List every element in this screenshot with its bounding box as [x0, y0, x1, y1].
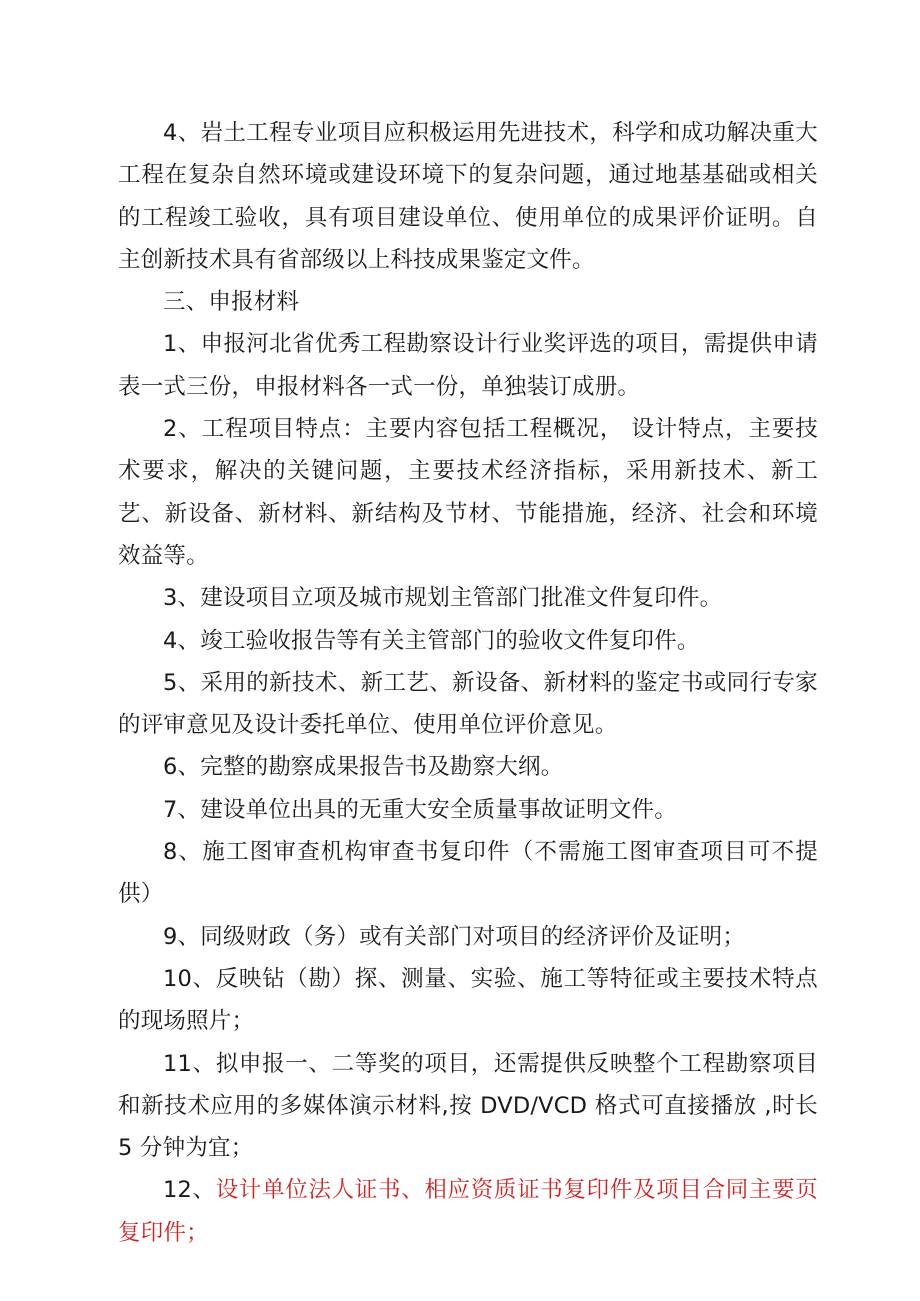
list-item-9: 9、同级财政（务）或有关部门对项目的经济评价及证明；: [163, 923, 746, 950]
list-item-12: [118, 1169, 818, 1254]
document-body: [118, 112, 818, 1254]
list-item-8: 8、施工图审查机构审查书复印件（不需施工图审查项目可不提供）: [118, 839, 818, 908]
section-heading-application-materials: 三、申报材料: [163, 289, 300, 316]
list-item-12-number: 12、: [163, 1177, 216, 1204]
list-item-4: 4、竣工验收报告等有关主管部门的验收文件复印件。: [163, 627, 700, 654]
list-item-11: 11、拟申报一、二等奖的项目，还需提供反映整个工程勘察项目和新技术应用的多媒体演示材料,按 DVD/VCD 格式可直接播放 ,时长 5 分钟为宜；: [118, 1050, 818, 1162]
list-item-10: 10、反映钻（勘）探、测量、实验、施工等特征或主要技术特点的现场照片；: [118, 965, 818, 1035]
paragraph-geotechnical-requirement: 4、岩土工程专业项目应积极运用先进技术，科学和成功解决重大工程在复杂自然环境或建设环境下的复杂问题，通过地基基础或相关的工程竣工验收，具有项目建设单位、使用单位的成果评价证明。自主创新技术具有省部级以上科技成果鉴定文件。: [118, 120, 818, 273]
list-item-2: 2、工程项目特点：主要内容包括工程概况， 设计特点，主要技术要求，解决的关键问题，主要技术经济指标，采用新技术、新工艺、新设备、新材料、新结构及节材、节能措施，经济、社会和环境效益等。: [118, 416, 818, 569]
list-item-1: 1、申报河北省优秀工程勘察设计行业奖评选的项目，需提供申请表一式三份，申报材料各一式一份，单独装订成册。: [118, 331, 818, 400]
list-item-12-highlighted-text: 设计单位法人证书、相应资质证书复印件及项目合同主要页复印件；: [118, 1177, 818, 1246]
list-item-3: 3、建设项目立项及城市规划主管部门批准文件复印件。: [163, 585, 723, 612]
list-item-7: 7、建设单位出具的无重大安全质量事故证明文件。: [163, 796, 677, 823]
list-item-6: 6、完整的勘察成果报告书及勘察大纲。: [163, 754, 564, 781]
list-item-5: 5、采用的新技术、新工艺、新设备、新材料的鉴定书或同行专家的评审意见及设计委托单位、使用单位评价意见。: [118, 669, 818, 739]
